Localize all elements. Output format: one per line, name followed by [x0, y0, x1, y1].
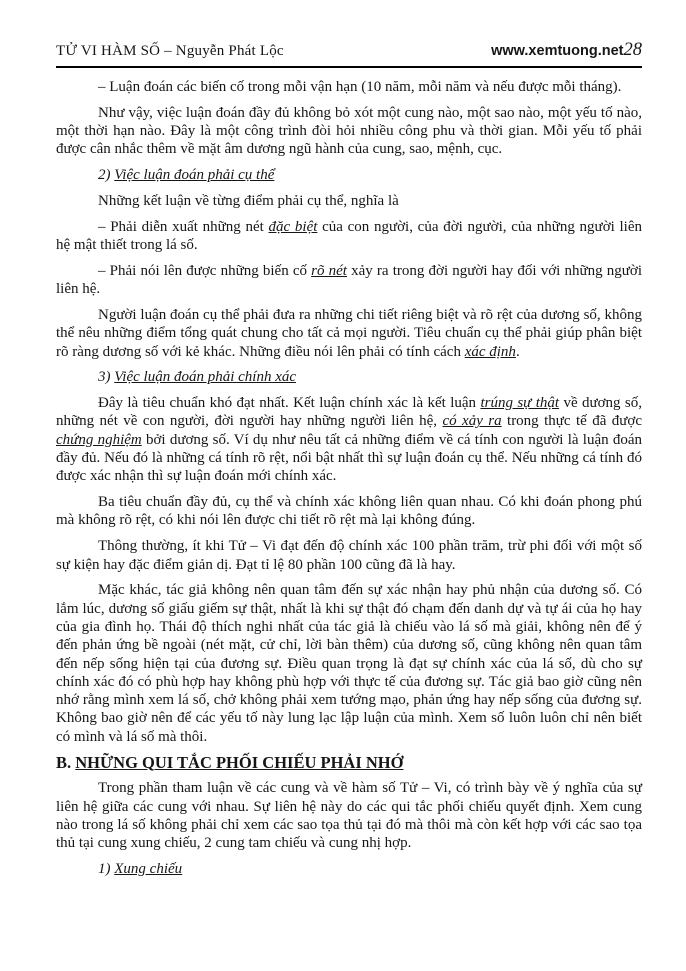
paragraph — [56, 779, 642, 852]
text-run: Ba tiêu chuẩn đầy đủ, cụ thể và chính xác không liên quan nhau. Có khi đoán phong phú mà không rõ rệt, có khi nói lên được chi tiết rõ rệt mà lại không đúng. — [56, 494, 642, 529]
paragraph — [56, 493, 642, 530]
header-rule — [56, 66, 642, 68]
website-url: www.xemtuong.net — [491, 43, 624, 59]
emphasis-run: chứng nghiệm — [56, 431, 142, 448]
sub-heading — [56, 166, 642, 184]
emphasis-run: có xảy ra — [442, 413, 502, 430]
text-run: bởi dương số. Ví dụ như nêu tất cả những điểm về cá tính con người là luận đoán đầy đủ. Nếu đó là những cá tính rõ rệt, nổi bật nhất thì sự luận đoán cụ thể. Nếu những cá tính đó được xác nhận thì sự luận đoán mới chính xác. — [56, 431, 643, 485]
emphasis-run: NHỮNG QUI TẮC PHỐI CHIẾU PHẢI NHỚ — [75, 752, 404, 772]
text-run: B. — [56, 752, 76, 772]
text-run: của con người, của đời người, của những người liên hệ mật thiết trong lá số. — [56, 218, 642, 254]
text-run: Trong phần tham luận về các cung và về hàm số Tử – Vi, có trình bày về ý nghĩa của sự liên hệ giữa các cung với nhau. Sự liên hệ này do các qui tắc phối chiếu quyết định. Xem cung nào trong lá số không phải chỉ xem các sao tọa thủ tại đó mà thôi mà còn kết hợp với các sao tọa thủ tại cung xung chiếu, 2 cung tam chiếu và cung nhị hợp. — [56, 780, 642, 852]
text-run: trong thực tế đã được — [501, 413, 642, 430]
header-right — [491, 40, 642, 61]
paragraph — [56, 581, 642, 746]
text-run: về dương số, những nét về con người, đời người hay những người liên hệ, — [56, 395, 643, 430]
text-run: Thông thường, ít khi Tử – Vi đạt đến độ chính xác 100 phần trăm, trừ phi đối với một số sự kiện hay đặc điểm giản dị. Đạt tỉ lệ 80 phần 100 cũng đã là hay. — [56, 538, 642, 573]
paragraph — [56, 394, 642, 485]
emphasis-run: Việc luận đoán phải cụ thể — [114, 167, 275, 184]
emphasis-run: rõ nét — [311, 262, 347, 279]
page-header — [56, 40, 642, 68]
paragraph — [56, 306, 642, 361]
paragraph — [56, 192, 642, 210]
book-title: TỬ VI HÀM SỐ – Nguyễn Phát Lộc — [56, 43, 284, 59]
header-row — [56, 40, 642, 61]
text-run: Những kết luận về từng điểm phải cụ thể, nghĩa là — [98, 192, 399, 209]
sub-heading — [56, 860, 642, 878]
emphasis-run: trúng sự thật — [480, 395, 560, 412]
emphasis-run: xác định — [464, 343, 516, 360]
text-run: Như vậy, việc luận đoán đầy đủ không bỏ xót một cung nào, một sao nào, một yếu tố nào, một thời hạn nào. Đây là một công trình đòi hỏi nhiều công phu và thời gian. Mỗi yếu tố phải được cân nhắc thêm về mặt âm dương ngũ hành của cung, sao, mệnh, cục. — [56, 104, 642, 158]
text-run: 2) — [98, 167, 115, 184]
text-run: . — [515, 343, 520, 360]
paragraph — [56, 218, 642, 255]
text-run: – Phải diễn xuất những nét — [98, 218, 269, 235]
document-body — [56, 78, 642, 878]
text-run: 1) — [98, 860, 115, 877]
sub-heading — [56, 368, 642, 386]
text-run: Đây là tiêu chuẩn khó đạt nhất. Kết luận chính xác là kết luận — [98, 395, 481, 412]
paragraph — [56, 262, 642, 299]
text-run: xảy ra trong đời người hay đối với những người liên hệ. — [56, 262, 642, 298]
text-run: 3) — [98, 369, 115, 386]
page-number: 28 — [623, 40, 642, 60]
emphasis-run: Việc luận đoán phải chính xác — [114, 369, 297, 386]
text-run: Người luận đoán cụ thể phải đưa ra những chi tiết riêng biệt và rõ rệt của dương số, không thể nêu những điểm tổng quát chung cho tất cả mọi người. Tiêu chuẩn cụ thể phải giúp phân biệt rõ ràng dương số với kẻ khác. Những điều nói lên phải có tính cách — [56, 306, 642, 360]
paragraph — [56, 537, 642, 574]
text-run: – Luận đoán các biến cố trong mỗi vận hạn (10 năm, mỗi năm và nếu được mỗi tháng). — [98, 79, 622, 95]
text-run: – Phải nói lên được những biến cố — [98, 262, 312, 279]
text-run: Mặc khác, tác giả không nên quan tâm đến sự xác nhận hay phủ nhận của dương số. Có lắm lúc, dương số giấu giếm sự thật, nhất là khi sự thật đó chạm đến danh dự và tự ái của họ hay của gia đình họ. Thái độ thích nghi nhất của tác giả là chiếu vào lá số mà giải, không nên để ý đến phản ứng bề ngoài (nét mặt, cử chỉ, lời bàn thêm) của dương số, cũng không nên quan tâm đến nếp sống hiện tại của đương sự. Điều quan trọng là đạt sự chính xác của lá số, dù cho sự chính xác đó có phù hợp hay không phù hợp với thực tế của đương sự. Tác giả bao giờ cũng nên nhớ rằng mình xem lá số, chở không phải xem tướng mạo, phản ứng hay nếp sống của đương sự. Không bao giờ nên để các yếu tố này lung lạc lập luận của mình. Xem số luôn luôn chỉ nên biết có mình và lá số mà thôi. — [56, 582, 642, 745]
section-heading — [56, 754, 642, 772]
paragraph — [56, 104, 642, 159]
emphasis-run: đặc biệt — [268, 218, 318, 235]
paragraph — [56, 78, 642, 96]
emphasis-run: Xung chiếu — [114, 860, 183, 877]
